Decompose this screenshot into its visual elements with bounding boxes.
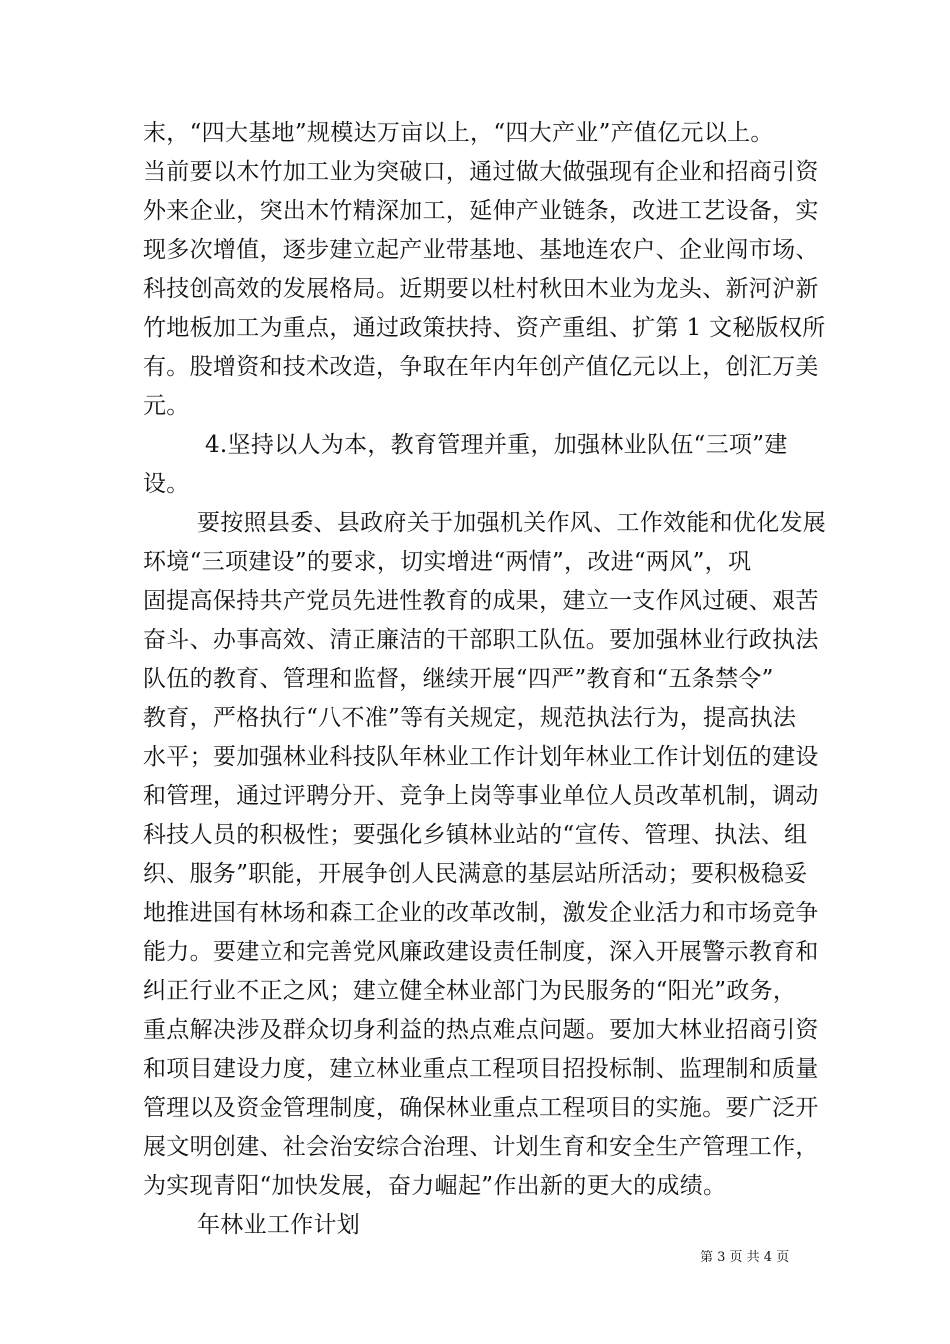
text-line: 展文明创建、社会治安综合治理、计划生育和安全生产管理工作，: [143, 1134, 819, 1160]
text-line: 固提高保持共产党员先进性教育的成果，建立一支作风过硬、艰苦: [143, 588, 819, 614]
closing-line: 年林业工作计划: [197, 1212, 361, 1238]
text-line: 和管理，通过评聘分开、竞争上岗等事业单位人员改革机制，调动: [143, 783, 819, 809]
text-line: 织、服务”职能，开展争创人民满意的基层站所活动；要积极稳妥: [143, 861, 808, 887]
page-number: 第 3 页 共 4 页: [700, 1250, 790, 1265]
text-line: 奋斗、办事高效、清正廉洁的干部职工队伍。要加强林业行政执法: [143, 627, 819, 653]
text-line: 纠正行业不正之风；建立健全林业部门为民服务的“阳光”政务，: [143, 978, 797, 1004]
text-line: 队伍的教育、管理和监督，继续开展“四严”教育和“五条禁令”: [143, 666, 774, 692]
section-heading: 4.坚持以人为本，教育管理并重，加强林业队伍“三项”建: [205, 432, 788, 458]
text-line: 现多次增值，逐步建立起产业带基地、基地连农户、企业闯市场、: [143, 237, 819, 263]
text-line: 有。股增资和技术改造，争取在年内年创产值亿元以上，创汇万美: [143, 354, 819, 380]
text-line: 当前要以木竹加工业为突破口，通过做大做强现有企业和招商引资: [143, 159, 819, 185]
text-line: 和项目建设力度，建立林业重点工程项目招投标制、监理制和质量: [143, 1056, 819, 1082]
section-heading-continued: 设。: [143, 471, 190, 497]
text-line: 能力。要建立和完善党风廉政建设责任制度，深入开展警示教育和: [143, 939, 819, 965]
text-line: 重点解决涉及群众切身利益的热点难点问题。要加大林业招商引资: [143, 1017, 819, 1043]
text-line: 末，“四大基地”规模达万亩以上，“四大产业”产值亿元以上。: [143, 120, 774, 146]
text-line: 环境“三项建设”的要求，切实增进“两情”，改进“两风”，巩: [143, 549, 752, 575]
text-line: 竹地板加工为重点，通过政策扶持、资产重组、扩第 1 文秘版权所: [143, 315, 826, 341]
text-line: 科技创高效的发展格局。近期要以杜村秋田木业为龙头、新河沪新: [143, 276, 819, 302]
text-line: 为实现青阳“加快发展，奋力崛起”作出新的更大的成绩。: [143, 1173, 727, 1199]
text-line: 管理以及资金管理制度，确保林业重点工程项目的实施。要广泛开: [143, 1095, 819, 1121]
text-line: 科技人员的积极性；要强化乡镇林业站的“宣传、管理、执法、组: [143, 822, 808, 848]
text-line: 外来企业，突出木竹精深加工，延伸产业链条，改进工艺设备，实: [143, 198, 819, 224]
text-line: 水平；要加强林业科技队年林业工作计划年林业工作计划伍的建设: [143, 744, 819, 770]
text-line: 地推进国有林场和森工企业的改革改制，激发企业活力和市场竞争: [143, 900, 819, 926]
text-line: 教育，严格执行“八不准”等有关规定，规范执法行为，提高执法: [143, 705, 797, 731]
text-line: 元。: [143, 393, 190, 419]
paragraph-start-line: 要按照县委、县政府关于加强机关作风、工作效能和优化发展: [197, 510, 827, 536]
